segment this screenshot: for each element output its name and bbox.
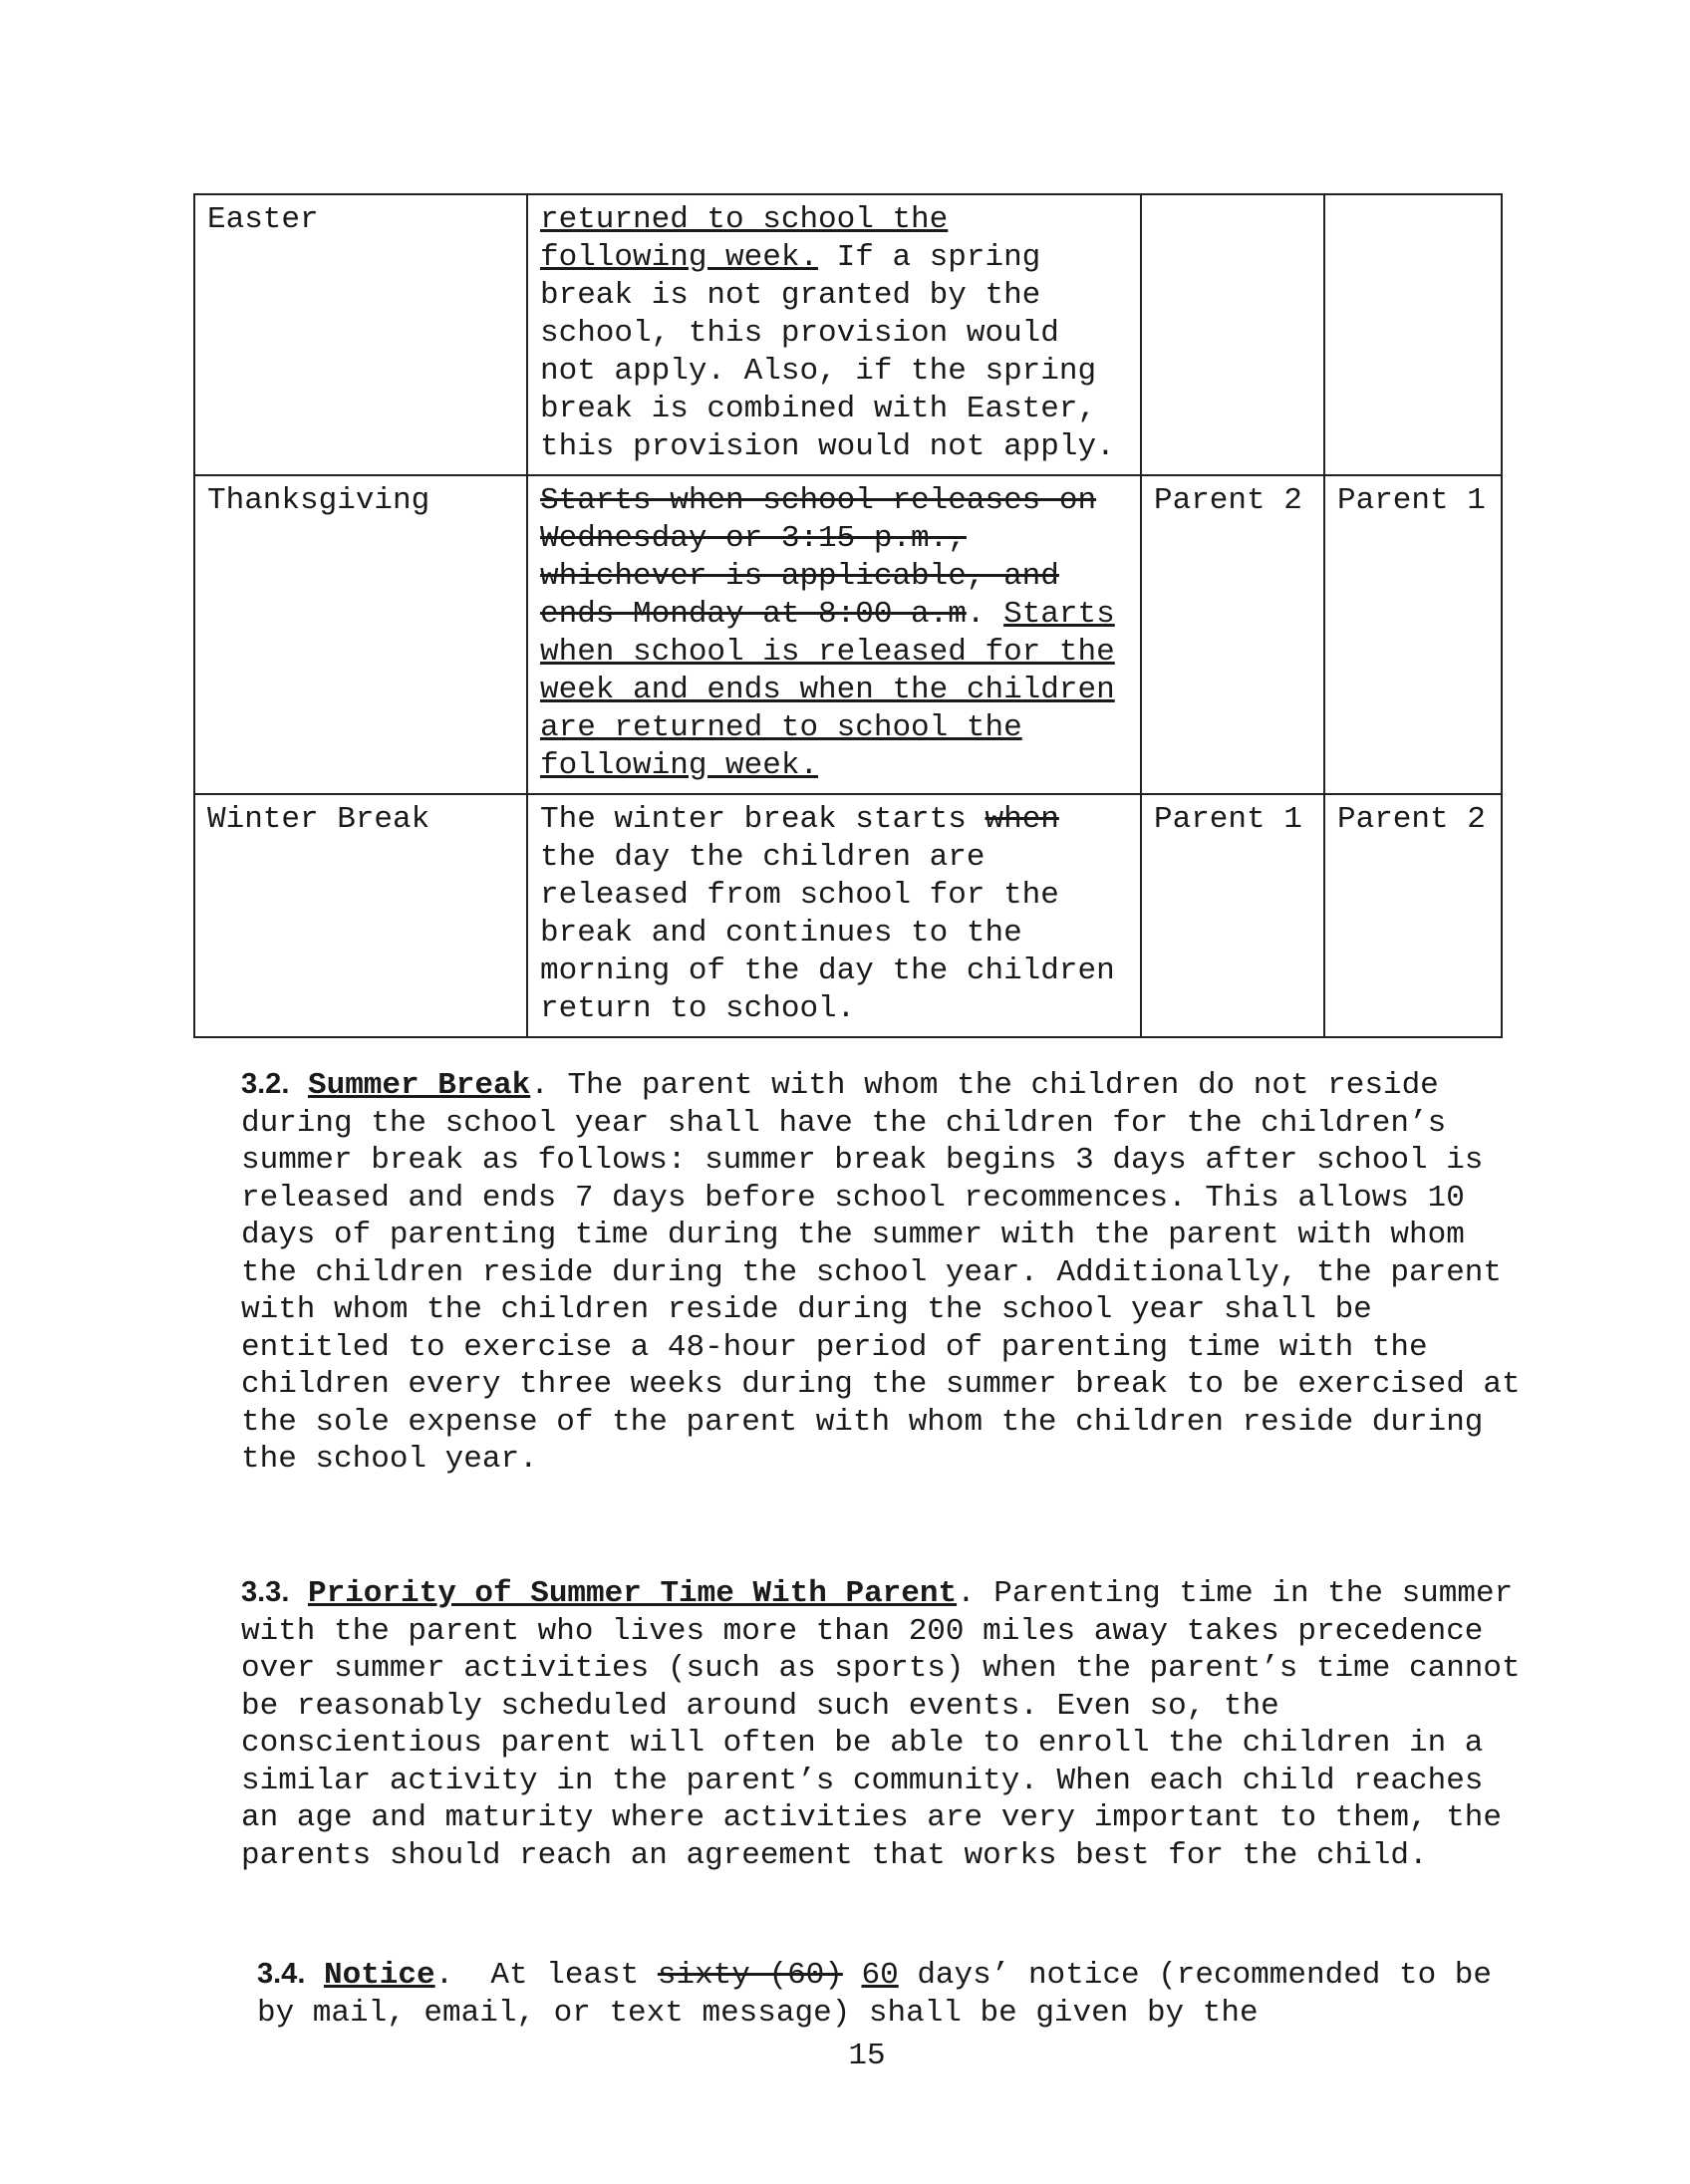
section-heading: Priority of Summer Time With Parent: [307, 1576, 958, 1611]
parent-even-year-cell: Parent 1: [1141, 794, 1324, 1037]
section-heading: Notice: [323, 1958, 435, 1993]
description-text: .: [966, 597, 1004, 632]
description-cell: [527, 475, 1141, 794]
description-text: the day the children are released from school for the break and continues to the morning of the day the children return to school.: [540, 840, 1115, 1026]
inserted-text: Starts when school is released for the week and ends when the children are returned to school the following week.: [540, 597, 1115, 783]
description-text: The winter break starts: [540, 802, 986, 837]
section-heading: Summer Break: [307, 1068, 531, 1103]
heading-period: .: [434, 1958, 454, 1993]
section-body: The parent with whom the children do not reside during the school year shall have the children for the children’s summer break as follows: summer break begins 3 days after school is released and ends 7 days before school recommences. This allows 10 days of parenting time during the summer with the parent with whom the children reside during the school year. Additionally, the parent with whom the children reside during the school year shall be entitled to exercise a 48-hour period of parenting time with the children every three weeks during the summer break to be exercised at the sole expense of the parent with whom the children reside during the school year.: [241, 1068, 1521, 1477]
heading-period: .: [957, 1576, 976, 1611]
description-text: If a spring break is not granted by the school, this provision would not apply. Also, if the spring break is combined with Easter, this provision would not apply.: [540, 240, 1115, 464]
holiday-cell: Easter: [194, 194, 527, 475]
deleted-text: when: [985, 802, 1059, 837]
holiday-schedule-table: [193, 193, 1503, 1038]
section-body: days’ notice (recommended to be by mail, email, or text message) shall be given by the: [257, 1958, 1493, 2031]
page-number: 15: [848, 2039, 886, 2073]
deleted-text: sixty (60): [657, 1958, 843, 1993]
section-3-3: [241, 1574, 1537, 1874]
heading-period: .: [530, 1068, 549, 1103]
description-cell: [527, 794, 1141, 1037]
holiday-cell: Thanksgiving: [194, 475, 527, 794]
schedule-row: [194, 794, 1502, 1037]
parent-even-year-cell: [1141, 194, 1324, 475]
parent-odd-year-cell: Parent 1: [1324, 475, 1502, 794]
parent-even-year-cell: Parent 2: [1141, 475, 1324, 794]
inserted-text: returned to school the following week.: [540, 202, 949, 275]
section-number: 3.2.: [241, 1068, 290, 1100]
section-3-2: [241, 1066, 1537, 1479]
holiday-cell: Winter Break: [194, 794, 527, 1037]
section-body: Parenting time in the summer with the parent who lives more than 200 miles away takes precedence over summer activities (such as sports) when the parent’s time cannot be reasonably scheduled around such events. Even so, the conscientious parent will often be able to enroll the children in a similar activity in the parent’s community. When each child reaches an age and maturity where activities are very important to them, the parents should reach an agreement that works best for the child.: [241, 1576, 1521, 1873]
section-number: 3.3.: [241, 1576, 290, 1608]
deleted-text: Starts when school releases on Wednesday or 3:15 p.m., whichever is applicable, and ends Monday at 8:00 a.m: [540, 483, 1097, 632]
schedule-row: [194, 475, 1502, 794]
parent-odd-year-cell: Parent 2: [1324, 794, 1502, 1037]
holiday-schedule-body: [194, 194, 1502, 1037]
section-lead: At least: [453, 1958, 658, 1993]
inserted-text: 60: [861, 1958, 899, 1993]
section-number: 3.4.: [257, 1958, 306, 1990]
section-3-4: [257, 1956, 1513, 2032]
description-cell: [527, 194, 1141, 475]
parent-odd-year-cell: [1324, 194, 1502, 475]
schedule-row: [194, 194, 1502, 475]
